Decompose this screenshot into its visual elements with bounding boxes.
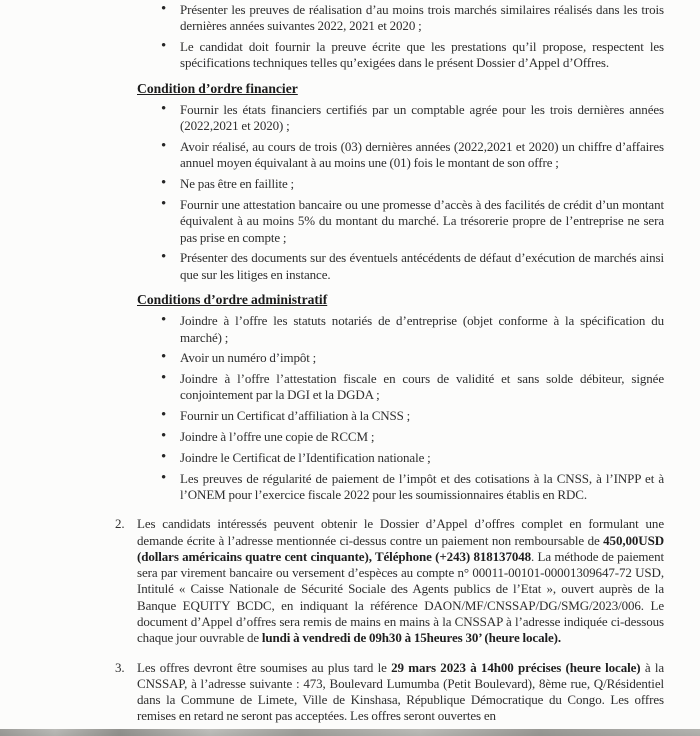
- item-3-text: à la CNSSAP, à l’adresse suivante : 473, Boulevard Lumumba (Petit Boulevard), 8ème rue, Q/Résidentiel dans la Commune de Limete, Ville de Kinshasa, République Démocratique du Congo. Les offres remises en retard ne seront pas acceptées. Les offres seront ouvertes en: [137, 659, 664, 724]
- bullet-item: • Fournir un Certificat d’affiliation à la CNSS ;: [180, 408, 664, 424]
- bullet-item: • Joindre à l’offre l’attestation fiscale en cours de validité et sans solde débiteur, signée conjointement par la DGI et la DGDA ;: [180, 371, 664, 404]
- bullet-item: • Les preuves de régularité de paiement de l’impôt et des cotisations à la CNSS, à l’INPP et à l’ONEM pour l’exercice fiscale 2022 pour les soumissionnaires établis en RDC.: [180, 471, 664, 504]
- administrative-bullet-list: [137, 313, 664, 503]
- administrative-section-heading: Conditions d’ordre administratif: [137, 291, 328, 307]
- bullet-item: • Présenter les preuves de réalisation d’au moins trois marchés similaires réalisés dans les trois dernières années suivantes 2022, 2021 et 2020 ;: [180, 2, 664, 35]
- scan-bottom-edge: [0, 729, 700, 736]
- financial-section-heading: Condition d’ordre financier: [137, 80, 298, 96]
- intro-bullet-list: [137, 2, 664, 72]
- numbered-item-3: [115, 659, 664, 725]
- item-3-deadline: 29 mars 2023 à 14h00 précises (heure locale): [391, 659, 641, 675]
- bullet-item: • Joindre le Certificat de l’Identification nationale ;: [180, 450, 664, 466]
- bullet-item: • Joindre à l’offre une copie de RCCM ;: [180, 429, 664, 445]
- item-2-text: Les candidats intéressés peuvent obtenir le Dossier d’Appel d’offres complet en formulant une demande écrite à l’adresse mentionnée ci-dessus contre un paiement non remboursable de: [137, 516, 664, 548]
- item-2-paragraph: [137, 516, 664, 646]
- bullet-item: • Fournir une attestation bancaire ou une promesse d’accès à des facilités de crédit d’un montant équivalent à au moins 5% du montant du marché. La trésorerie propre de l’entreprise ne sera pas prise en compte ;: [180, 197, 664, 246]
- item-number: 3.: [115, 659, 125, 675]
- bullet-item: • Présenter des documents sur des éventuels antécédents de défaut d’exécution de marchés ainsi que sur les litiges en instance.: [180, 250, 664, 283]
- item-3-text: Les offres devront être soumises au plus tard le: [137, 659, 392, 675]
- bullet-item: • Ne pas être en faillite ;: [180, 176, 664, 192]
- financial-bullet-list: [137, 102, 664, 283]
- item-2-price-phone: 450,00USD (dollars américains quatre cent cinquante), Téléphone (+243) 818137048: [137, 532, 664, 564]
- numbered-item-2: [115, 516, 664, 646]
- bullet-item: • Fournir les états financiers certifiés par un comptable agrée pour les trois dernières années (2022,2021 et 2020) ;: [180, 102, 664, 135]
- bullet-item: • Joindre à l’offre les statuts notariés de d’entreprise (objet conforme à la spécification du marché) ;: [180, 313, 664, 346]
- page-content: [115, 2, 664, 725]
- item-2-schedule: lundi à vendredi de 09h30 à 15heures 30’ (heure locale).: [261, 630, 562, 646]
- bullet-item: • Avoir un numéro d’impôt ;: [180, 350, 664, 366]
- item-2-text: . La méthode de paiement sera par virement bancaire ou versement d’espèces au compte n° 00011-00101-00001309647-72 USD, Intitulé « Caisse Nationale de Sécurité Sociale des Agents publics de l’Etat », ouvert auprès de la Banque EQUITY BCDC, en indiquant la référence DAON/MF/CNSSAP/DG/SMG/2023/006. Le document d’Appel d’offres sera remis de mains en mains à la CNSSAP à l’adresse indiquée ci-dessous chaque jour ouvrable de: [137, 548, 664, 646]
- bullet-item: • Le candidat doit fournir la preuve écrite que les prestations qu’il propose, respectent les spécifications techniques telles qu’exigées dans le présent Dossier d’Appel d’Offres.: [180, 39, 664, 72]
- item-3-paragraph: [137, 660, 664, 725]
- bullet-item: • Avoir réalisé, au cours de trois (03) dernières années (2022,2021 et 2020) un chiffre d’affaires annuel moyen équivalant à au moins une (01) fois le montant de son offre ;: [180, 139, 664, 172]
- item-number: 2.: [115, 516, 125, 532]
